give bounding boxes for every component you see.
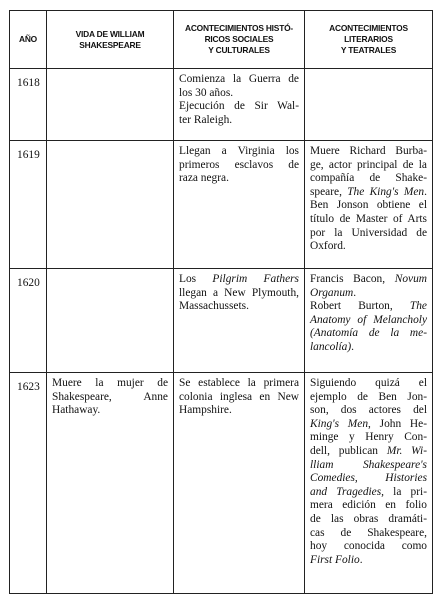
events-cell: Comienza la Guerra de los 30 años. Ejecución de Sir Wal- ter Raleigh. [174,69,305,141]
literary-cell [305,69,433,141]
header-events: ACONTECIMIENTOS HISTÓ- RICOS SOCIALES Y CULTURALES [174,11,305,69]
events-cell: Los Pilgrim Fathers llegan a New Plymouth, Massachussets. [174,269,305,373]
life-cell [47,269,174,373]
year-cell: 1623 [10,373,47,594]
chronology-table [9,10,433,594]
table-row [10,69,433,141]
header-life: VIDA DE WILLIAM SHAKESPEARE [47,11,174,69]
literary-cell: Siguiendo quizá el ejemplo de Ben Jon- son, dos actores del King's Men, John He- minge y Henry Con- dell, publican Mr. Wi- lliam Shakespeare's Comedies, Histories and Tragedies, la pri- mera edición en folio de las obras dramáti- cas de Shakespeare, hoy conocida como First Folio. [305,373,433,594]
table-row [10,269,433,373]
table-row [10,373,433,594]
year-cell: 1620 [10,269,47,373]
header-year: AÑO [10,11,47,69]
life-cell [47,141,174,269]
literary-cell: Muere Richard Burba- ge, actor principal de la compañía de Shake- speare, The King's Men. Ben Jonson obtiene el título de Master of Arts por la Universidad de Oxford. [305,141,433,269]
year-cell: 1619 [10,141,47,269]
year-cell: 1618 [10,69,47,141]
table-row [10,141,433,269]
events-cell: Se establece la primera colonia inglesa en New Hampshire. [174,373,305,594]
literary-cell: Francis Bacon, Novum Organum. Robert Burton, The Anatomy of Melancholy (Anatomía de la me- lancolía). [305,269,433,373]
header-literary: ACONTECIMIENTOS LITERARIOS Y TEATRALES [305,11,433,69]
events-cell: Llegan a Virginia los primeros esclavos de raza negra. [174,141,305,269]
life-cell: Muere la mujer de Shakespeare, Anne Hathaway. [47,373,174,594]
life-cell [47,69,174,141]
header-row [10,11,433,69]
